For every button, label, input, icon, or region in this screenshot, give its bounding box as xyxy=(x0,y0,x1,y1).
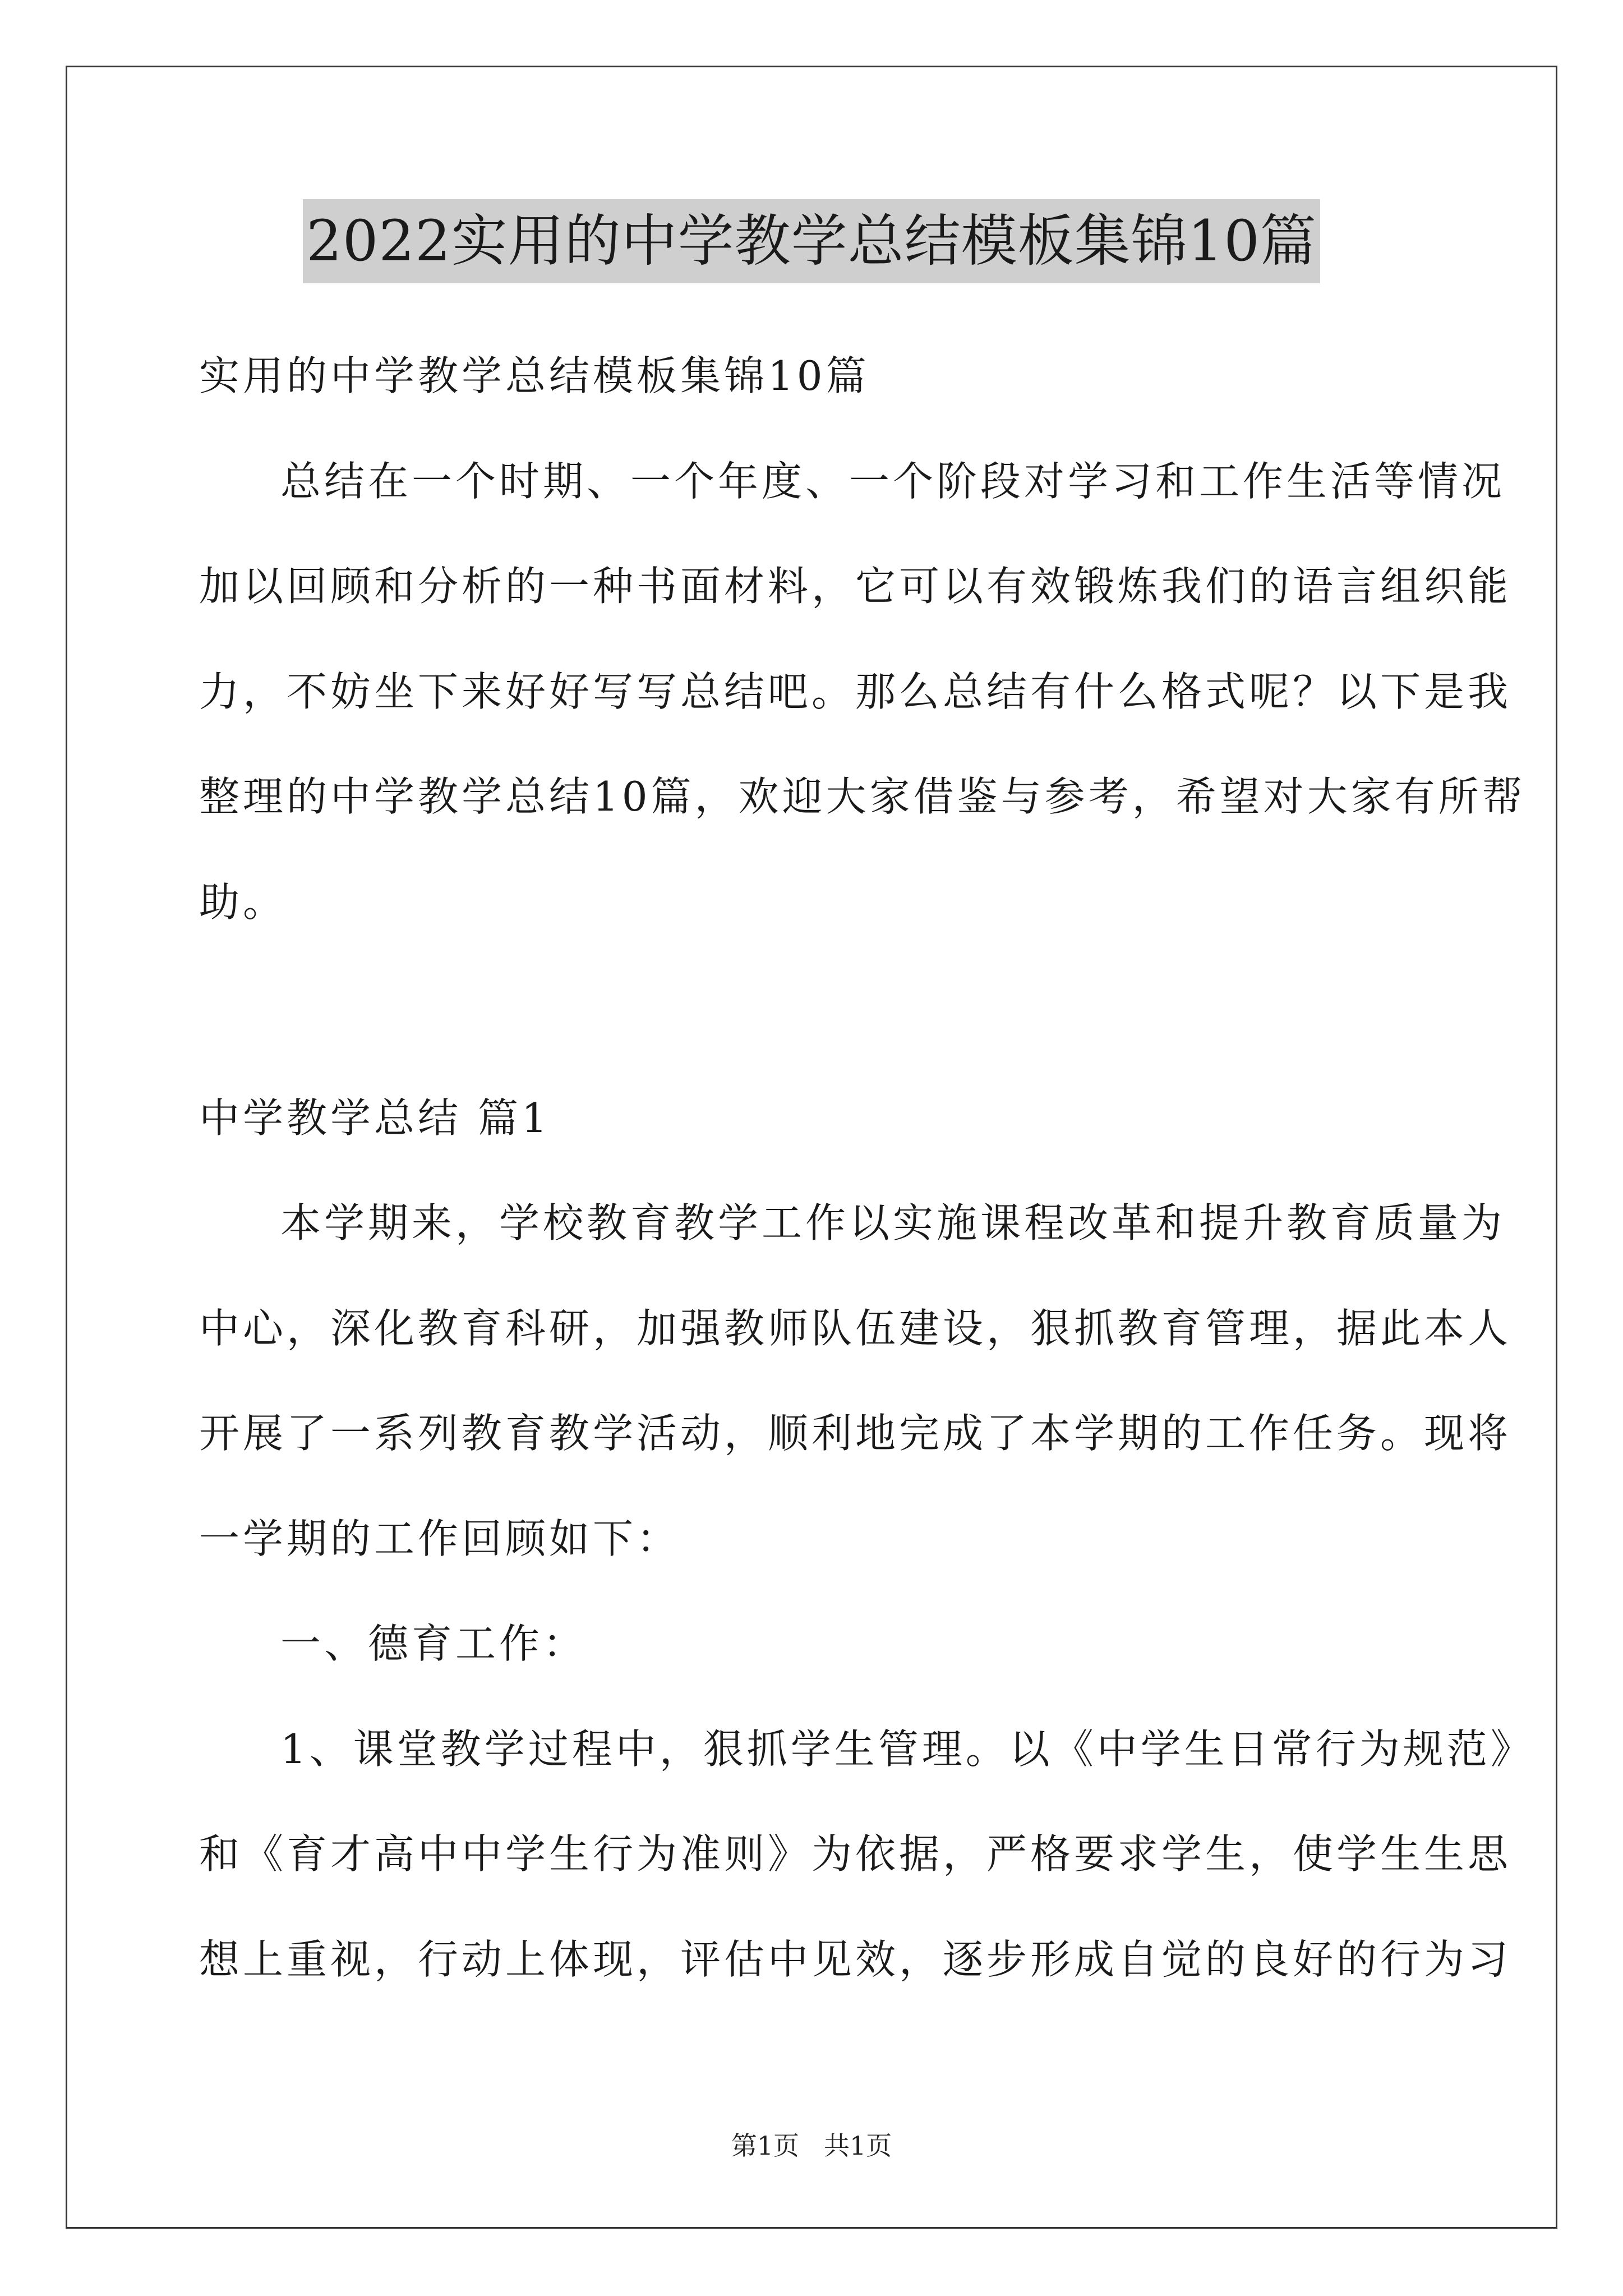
page-footer xyxy=(0,2129,1623,2162)
section-line: 开展了一系列教育教学活动，顺利地完成了本学期的工作任务。现将 xyxy=(199,1410,1512,1457)
intro-line: 整理的中学教学总结10篇，欢迎大家借鉴与参考，希望对大家有所帮 xyxy=(199,773,1526,820)
section-line: 中心，深化教育科研，加强教师队伍建设，狠抓教育管理，据此本人 xyxy=(199,1305,1512,1352)
page-total: 共1页 xyxy=(824,2131,892,2161)
document-subtitle: 实用的中学教学总结模板集锦10篇 xyxy=(199,352,870,399)
page-number: 第1页 xyxy=(731,2131,799,2161)
item-line: 想上重视，行动上体现，评估中见效，逐步形成自觉的良好的行为习 xyxy=(199,1936,1512,1983)
section-line: 一学期的工作回顾如下： xyxy=(199,1515,681,1562)
intro-line: 力，不妨坐下来好好写写总结吧。那么总结有什么格式呢？以下是我 xyxy=(199,668,1512,715)
section-heading: 中学教学总结 篇1 xyxy=(199,1094,551,1142)
document-title: 2022实用的中学教学总结模板集锦10篇 xyxy=(303,199,1320,283)
intro-line: 总结在一个时期、一个年度、一个阶段对学习和工作生活等情况 xyxy=(280,458,1506,505)
subsection-heading: 一、德育工作： xyxy=(280,1620,587,1667)
title-container xyxy=(0,199,1623,283)
intro-line: 助。 xyxy=(199,878,287,926)
item-line: 1、课堂教学过程中，狠抓学生管理。以《中学生日常行为规范》 xyxy=(280,1726,1534,1773)
section-line: 本学期来，学校教育教学工作以实施课程改革和提升教育质量为 xyxy=(280,1199,1506,1246)
intro-line: 加以回顾和分析的一种书面材料，它可以有效锻炼我们的语言组织能 xyxy=(199,563,1512,610)
item-line: 和《育才高中中学生行为准则》为依据，严格要求学生，使学生生思 xyxy=(199,1830,1512,1878)
